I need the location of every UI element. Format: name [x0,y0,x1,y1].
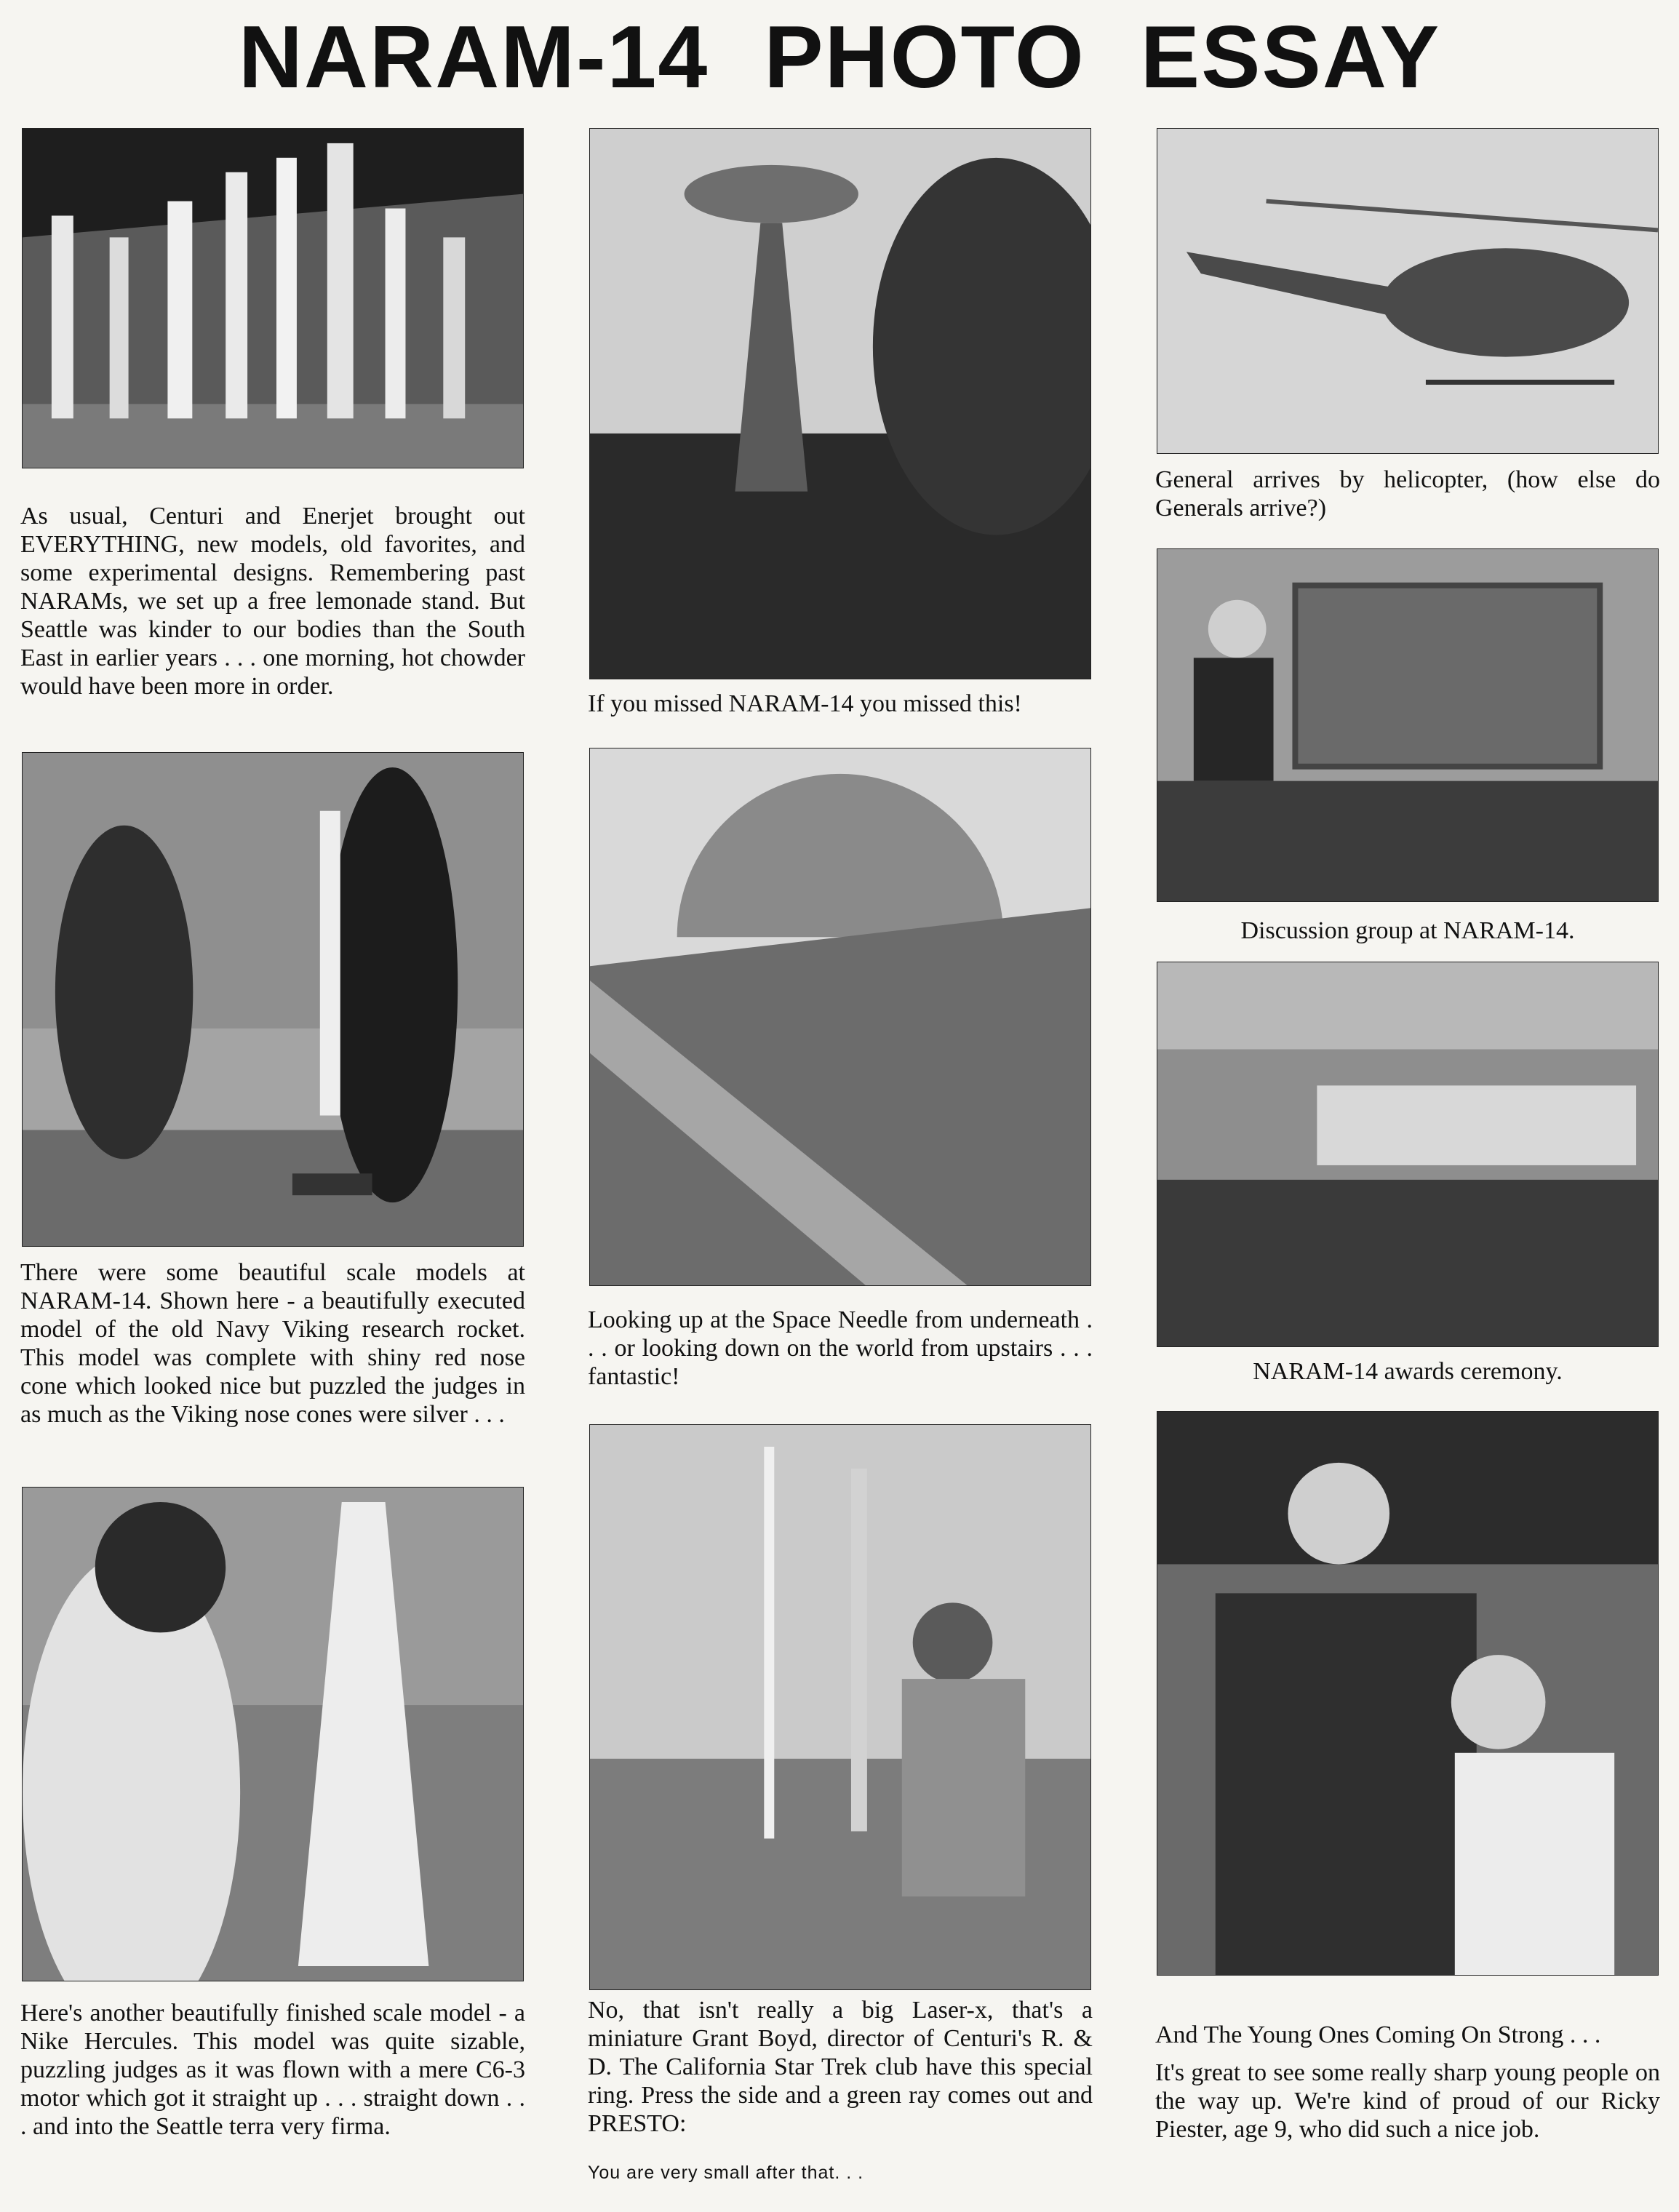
viking-rocket-photo [22,752,524,1247]
caption-display: As usual, Centuri and Enerjet brought out EVERYTHING, new models, old favorites, and some experimental designs. Remembering past NARAMs, we set up a free lemonade stand. But Seattle was kinder to our bodies than the South East in earlier years . . . one morning, hot chowder would have been more in order. [20,503,525,700]
caption-underside: Looking up at the Space Needle from underneath . . . or looking down on the world from upstairs . . . fantastic! [588,1306,1093,1390]
caption-laser: No, that isn't really a big Laser-x, that's a miniature Grant Boyd, director of Centuri's R. & D. The California Star Trek club have this special ring. Press the side and a green ray comes out and PRESTO: [588,1997,1093,2137]
discussion-group-photo [1157,548,1659,902]
rocket-display-photo [22,128,524,468]
caption-needle: If you missed NARAM-14 you missed this! [588,690,1022,717]
page-title [0,6,1679,108]
space-needle-underside-photo [589,748,1091,1286]
caption-laser-small: You are very small after that. . . [588,2163,864,2183]
laser-x-photo [589,1424,1091,1990]
title-word-3: ESSAY [1140,7,1441,106]
title-word-2: PHOTO [764,7,1085,106]
nike-hercules-photo [22,1487,524,1981]
title-word-1: NARAM-14 [238,7,709,106]
space-needle-photo [589,128,1091,679]
caption-young-heading: And The Young Ones Coming On Strong . . . [1155,2021,1601,2048]
caption-viking: There were some beautiful scale models at NARAM-14. Shown here - a beautifully executed model of the old Navy Viking research rocket. This model was complete with shiny red nose cone which looked nice but puzzled the judges in as much as the Viking nose cones were silver . . . [20,1259,525,1428]
helicopter-photo [1157,128,1659,454]
caption-awards: NARAM-14 awards ceremony. [1253,1358,1563,1385]
caption-young-body: It's great to see some really sharp young people on the way up. We're kind of proud of our Ricky Piester, age 9, who did such a nice job. [1155,2059,1660,2143]
caption-nike: Here's another beautifully finished scale model - a Nike Hercules. This model was quite sizable, puzzling judges as it was flown with a mere C6-3 motor which got it straight up . . . straight down . . . and into the Seattle terra very firma. [20,2000,525,2140]
caption-discussion: Discussion group at NARAM-14. [1240,917,1575,944]
awards-ceremony-photo [1157,962,1659,1347]
young-ones-photo [1157,1411,1659,1976]
caption-helicopter: General arrives by helicopter, (how else do Generals arrive?) [1155,466,1660,522]
